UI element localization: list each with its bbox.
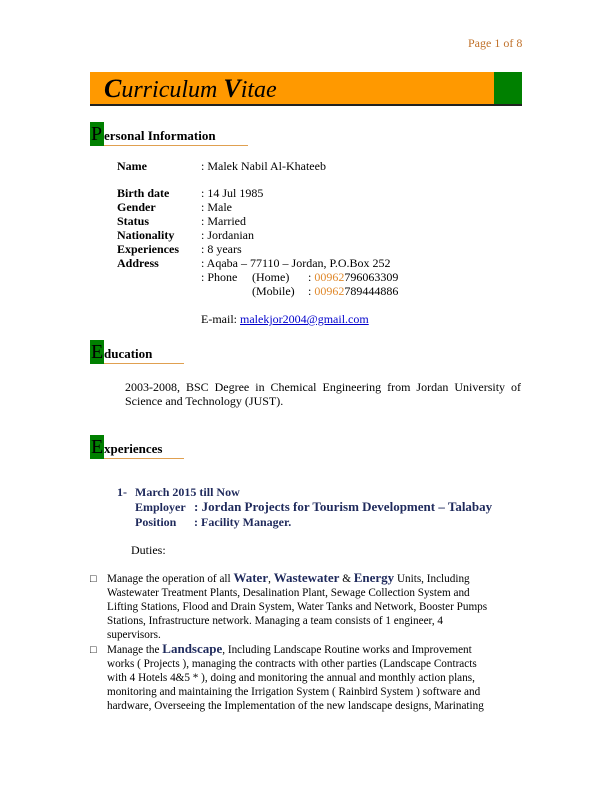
section-education: E ducation — [90, 340, 190, 366]
status-value: : Married — [201, 214, 246, 228]
section-personal-information: P ersonal Information — [90, 122, 250, 148]
experience-years-value: : 8 years — [201, 242, 242, 256]
position-value: : Facility Manager. — [194, 515, 292, 529]
gender-value: : Male — [201, 200, 232, 214]
duty-item-1: Manage the operation of all Water, Wastewater & Energy Units, Including Wastewater Treatment Plants, Desalination Plant, Sewage Collection System and Lifting Stations, Flood and Drain System, Water Tanks and Network, Booster Pumps Stations, Infrastructure network. Managing a team consists of 1 engineer, 4 supervisors. — [107, 570, 488, 641]
gender-label: Gender — [117, 200, 156, 214]
birth-date-label: Birth date — [117, 186, 170, 200]
email-row — [201, 312, 369, 326]
nationality-label: Nationality — [117, 228, 175, 242]
employer-label: Employer — [135, 500, 186, 514]
phone-prefix: : Phone — [201, 270, 238, 284]
email-label: E-mail: — [201, 312, 237, 326]
address-value: : Aqaba – 77110 – Jordan, P.O.Box 252 — [201, 256, 391, 270]
experience-years-label: Experiences — [117, 242, 179, 256]
mobile-label: (Mobile) — [252, 284, 295, 298]
email-link[interactable]: malekjor2004@gmail.com — [240, 312, 369, 326]
home-label: (Home) — [252, 270, 290, 284]
mobile-phone: : 00962789444886 — [308, 284, 399, 298]
status-label: Status — [117, 214, 150, 228]
bullet-box-icon: □ — [90, 573, 97, 585]
name-value: : Malek Nabil Al-Khateeb — [201, 159, 326, 173]
nationality-value: : Jordanian — [201, 228, 254, 242]
birth-date-value: : 14 Jul 1985 — [201, 186, 264, 200]
duty-item-2: Manage the Landscape, Including Landscape Routine works and Improvement works ( Projects ), managing the contracts with other parties (Landscape Contracts with 4 Hotels 4&5 * ), doing and monitoring the annual and monthly action plans, monitoring and maintaining the Irrigation System ( Rainbird System ) software and hardware, Overseeing the Implementation of the new landscape designs, Marinating — [107, 641, 484, 712]
name-label: Name — [117, 159, 147, 173]
education-entry: 2003-2008, BSC Degree in Chemical Engineering from Jordan University of Science and Technology (JUST). — [125, 380, 521, 408]
position-label: Position — [135, 515, 177, 529]
address-label: Address — [117, 256, 159, 270]
experience-period: 1- March 2015 till Now — [117, 485, 240, 499]
page-number: Page 1 of 8 — [468, 36, 523, 50]
duties-label: Duties: — [131, 543, 166, 557]
section-experiences: E xperiences — [90, 435, 190, 461]
home-phone: : 00962796063309 — [308, 270, 399, 284]
employer-value: : Jordan Projects for Tourism Development – Talabay — [194, 499, 493, 514]
page-title: Curriculum Vitae — [104, 74, 277, 103]
bullet-box-icon: □ — [90, 644, 97, 656]
title-banner-accent — [494, 72, 522, 104]
